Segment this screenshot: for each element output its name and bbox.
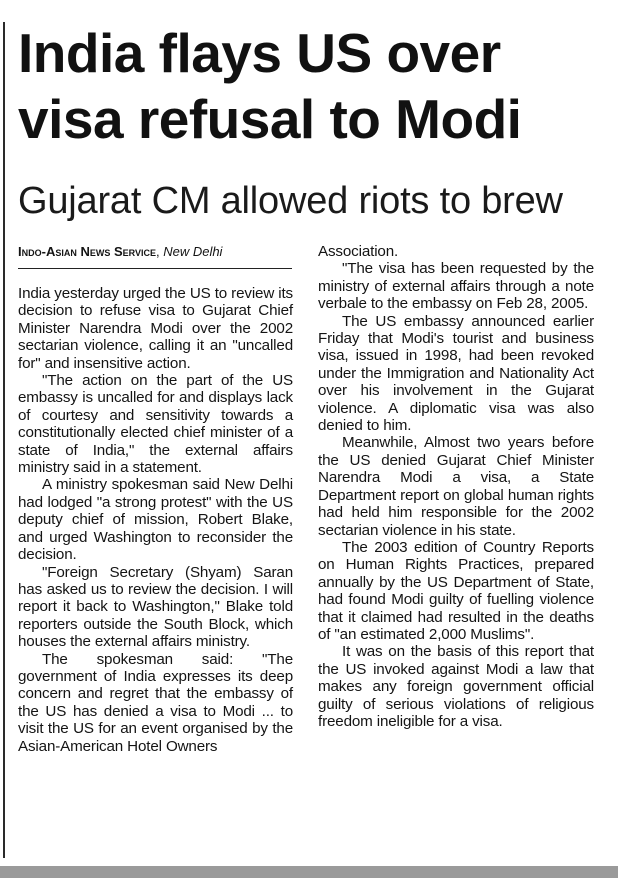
paragraph: Association.: [318, 243, 399, 260]
byline-location: New Delhi: [163, 244, 223, 259]
headline-line-2: visa refusal to Modi: [18, 88, 522, 150]
byline-divider: [18, 268, 292, 269]
paragraph: Meanwhile, Almost two years before the US denied Gujarat Chief Minister Narendra Modi a visa, a State Department report on global human rights had held him responsible for the 2002 sectarian violence in his state.: [318, 434, 594, 539]
paragraph: "Foreign Secretary (Shyam) Saran has asked us to review the decision. I will report it back to Washington," Blake told reporters outside the South Block, which houses the external affairs ministry.: [18, 563, 293, 651]
paragraph: "The action on the part of the US embassy is uncalled for and displays lack of courtesy and sensitivity towards a constitutionally elected chief minister of a state of India," the external affairs ministry said in a statement.: [18, 372, 293, 477]
bottom-border-bar: [0, 866, 618, 878]
paragraph: The spokesman said: "The government of India expresses its deep concern and regret that the embassy of the US has denied a visa to Modi ... to visit the US for an event organised by the Asian-American Hotel Owners: [18, 650, 293, 755]
column-rule: [3, 22, 5, 858]
byline-agency: Indo-Asian News Service: [18, 244, 156, 259]
article-column-right: [318, 243, 594, 730]
article-column-left: [18, 285, 293, 755]
headline: [18, 20, 613, 152]
byline: [18, 243, 293, 260]
subheadline: Gujarat CM allowed riots to brew: [18, 180, 563, 222]
paragraph: A ministry spokesman said New Delhi had lodged "a strong protest" with the US deputy chief of mission, Robert Blake, and urged Washington to reconsider the decision.: [18, 476, 293, 564]
paragraph: "The visa has been requested by the ministry of external affairs through a note verbale to the embassy on Feb 28, 2005.: [318, 260, 594, 313]
paragraph: The 2003 edition of Country Reports on Human Rights Practices, prepared annually by the US Department of State, had found Modi guilty of fuelling violence that it claimed had resulted in the deaths of "an estimated 2,000 Muslims".: [318, 538, 594, 643]
paragraph: It was on the basis of this report that the US invoked against Modi a law that makes any foreign government official guilty of serious violations of religious freedom ineligible for a visa.: [318, 643, 594, 730]
headline-line-1: India flays US over: [18, 22, 501, 84]
paragraph: The US embassy announced earlier Friday that Modi's tourist and business visa, issued in 1998, had been revoked under the Immigration and Nationality Act over his involvement in the Gujarat violence. A diplomatic visa was also denied to him.: [318, 312, 594, 435]
byline-separator: ,: [155, 244, 164, 259]
paragraph: India yesterday urged the US to review its decision to refuse visa to Gujarat Chief Minister Narendra Modi over the 2002 sectarian violence, calling it an "uncalled for" and insensitive action.: [18, 285, 293, 372]
